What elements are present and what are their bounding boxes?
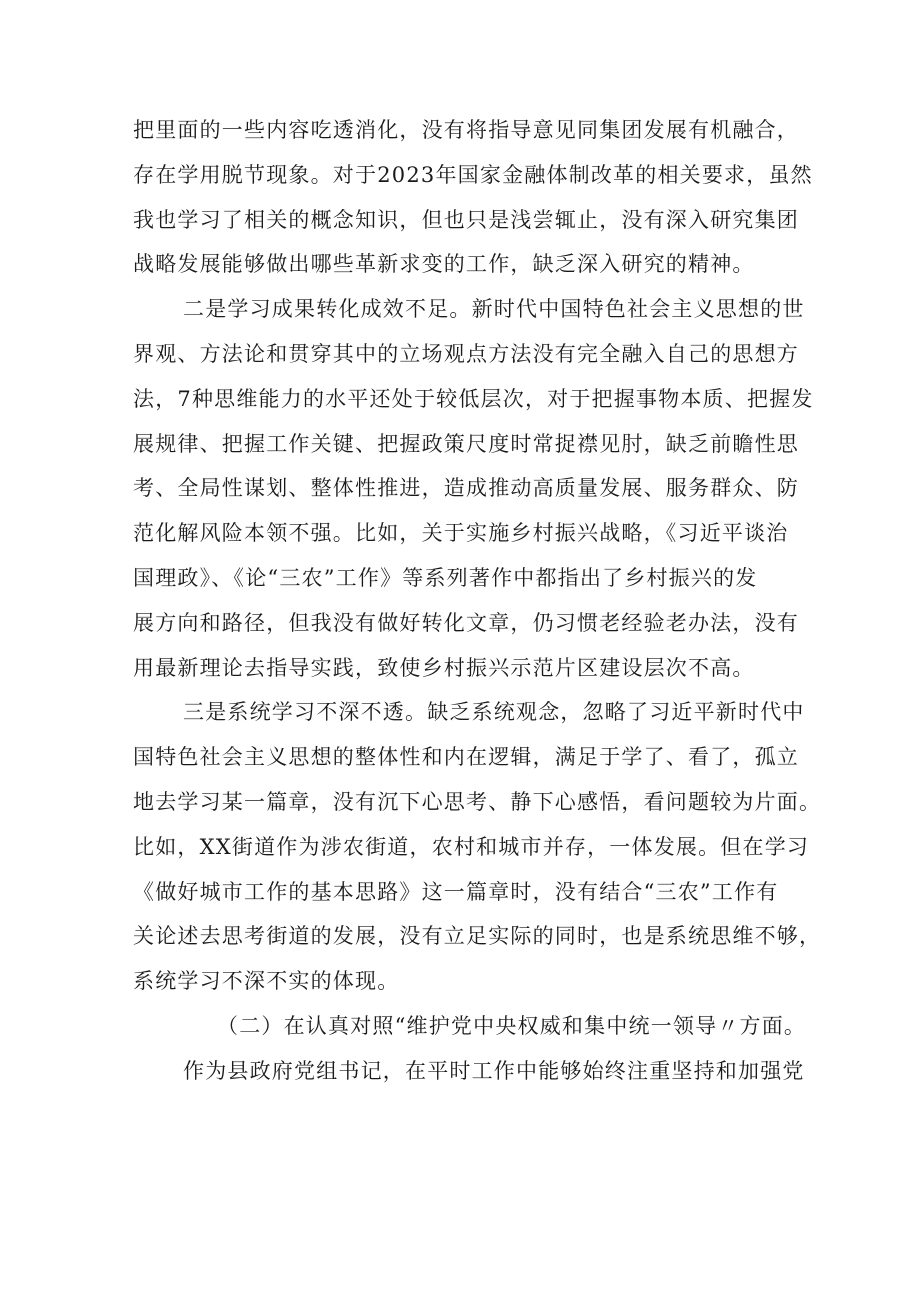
text-line: 关论述去思考街道的发展，没有立足实际的同时，也是系统思维不够， — [133, 924, 822, 949]
paragraph-3 — [133, 690, 822, 1004]
heading-line: （二）在认真对照“维护党中央权威和集中统一领导〃方面。 — [217, 1013, 807, 1038]
text-line: 国理政》、《论“三农”工作》等系列著作中都指出了乡村振兴的发 — [133, 565, 758, 590]
paragraph-4 — [133, 1049, 805, 1094]
document-body — [133, 108, 822, 1094]
section-heading — [133, 1004, 807, 1049]
text-line: 范化解风险本领不强。比如，关于实施乡村振兴战略，《习近平谈治 — [133, 521, 789, 546]
text-line: 《做好城市工作的基本思路》这一篇章时，没有结合“三农”工作有 — [133, 879, 779, 904]
text-line: 战略发展能够做出哪些革新求变的工作，缺乏深入研究的精神。 — [133, 252, 755, 277]
text-line: 系统学习不深不实的体现。 — [133, 969, 400, 994]
text-line: 三是系统学习不深不透。缺乏系统观念，忽略了习近平新时代中 — [183, 700, 805, 725]
text-line: 法，7种思维能力的水平还处于较低层次，对于把握事物本质、把握发 — [133, 386, 814, 411]
text-line: 展方向和路径，但我没有做好转化文章，仍习惯老经验老办法，没有 — [133, 610, 799, 635]
text-line: 考、全局性谋划、整体性推进，造成推动高质量发展、服务群众、防 — [133, 476, 799, 501]
text-line: 我也学习了相关的概念知识，但也只是浅尝辄止，没有深入研究集团 — [133, 207, 799, 232]
paragraph-1 — [133, 108, 813, 287]
text-line: 国特色社会主义思想的整体性和内在逻辑，满足于学了、看了，孤立 — [133, 745, 799, 770]
paragraph-2 — [133, 287, 814, 690]
text-line: 比如，XX街道作为涉农街道，农村和城市并存，一体发展。但在学习 — [133, 834, 810, 859]
text-line: 地去学习某一篇章，没有沉下心思考、静下心感悟，看问题较为片面。 — [133, 789, 822, 814]
text-line: 把里面的一些内容吃透消化，没有将指导意见同集团发展有机融合， — [133, 118, 799, 142]
text-line: 二是学习成果转化成效不足。新时代中国特色社会主义思想的世 — [183, 297, 805, 322]
text-line: 展规律、把握工作关键、把握政策尺度时常捉襟见肘，缺乏前瞻性思 — [133, 431, 799, 456]
text-line: 用最新理论去指导实践，致使乡村振兴示范片区建设层次不高。 — [133, 655, 755, 680]
text-line: 存在学用脱节现象。对于2023年国家金融体制改革的相关要求，虽然 — [133, 162, 813, 187]
text-line: 界观、方法论和贯穿其中的立场观点方法没有完全融入自己的思想方 — [133, 341, 799, 366]
text-line: 作为县政府党组书记，在平时工作中能够始终注重坚持和加强党 — [183, 1058, 805, 1083]
